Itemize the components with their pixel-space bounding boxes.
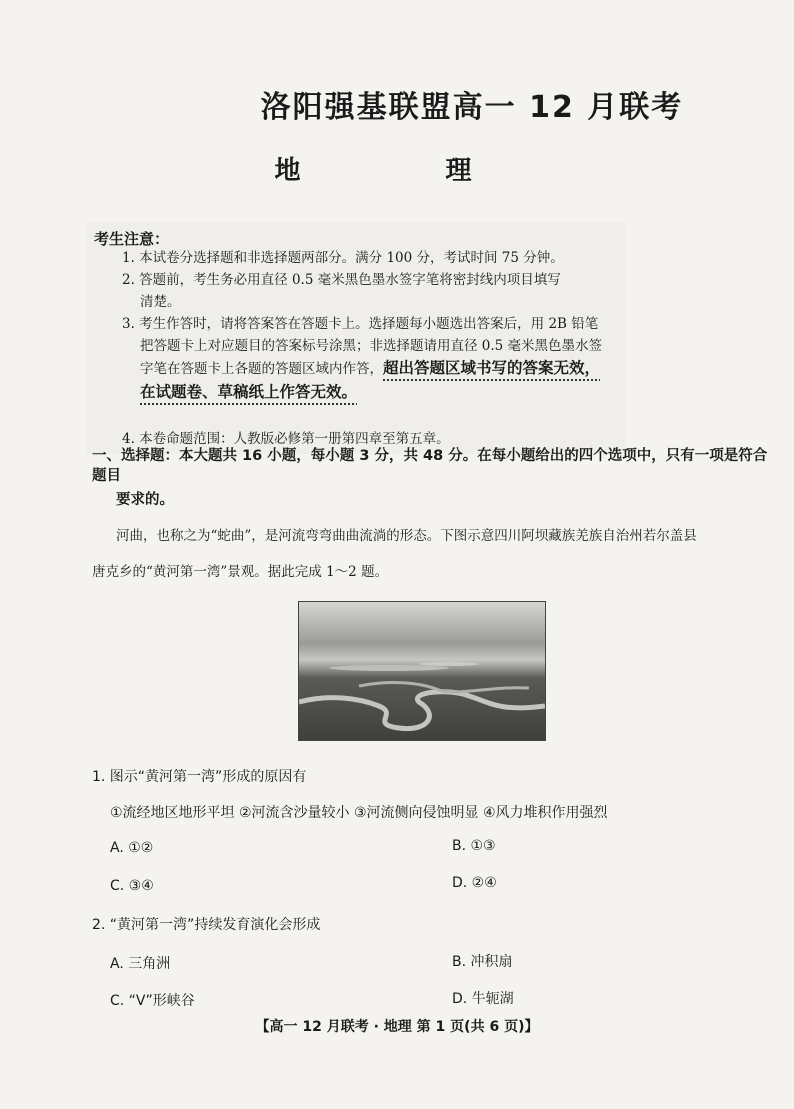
notice-item-3-cont3 (140, 381, 357, 404)
question-1-option-a[interactable]: A. ①② (110, 840, 154, 856)
notice-item-2: 2. 答题前，考生务必用直径 0.5 毫米黑色墨水签字笔将密封线内项目填写 (122, 272, 561, 288)
question-1-option-b[interactable]: B. ①③ (452, 838, 496, 854)
subject-title: 地 理 (274, 156, 520, 186)
notice-item-3-cont1: 把答题卡上对应题目的答案标号涂黑；非选择题请用直径 0.5 毫米黑色墨水签 (140, 338, 603, 354)
question-2-option-b[interactable]: B. 冲积扇 (452, 954, 513, 970)
exam-title: 洛阳强基联盟高一 12 月联考 (260, 90, 684, 125)
page-footer: 【高一 12 月联考 · 地理 第 1 页(共 6 页)】 (255, 1019, 539, 1035)
section-heading-cont: 要求的。 (116, 492, 174, 508)
notice-item-3-text: 字笔在答题卡上各题的答题区域内作答， (140, 361, 383, 377)
section-heading: 一、选择题：本大题共 16 小题，每小题 3 分，共 48 分。在每小题给出的四个选项中，只有一项是符合题目 (92, 448, 768, 484)
notice-heading: 考生注意： (94, 230, 170, 248)
intro-text-2: 唐克乡的“黄河第一湾”景观。据此完成 1～2 题。 (92, 564, 389, 580)
notice-emphasis-1: 超出答题区域书写的答案无效， (383, 359, 601, 377)
question-2-option-d[interactable]: D. 牛轭湖 (452, 991, 514, 1007)
question-1-option-c[interactable]: C. ③④ (110, 878, 154, 894)
river-landscape-image (299, 602, 545, 740)
notice-item-3-cont2 (140, 357, 600, 380)
intro-text-1: 河曲，也称之为“蛇曲”，是河流弯弯曲曲流淌的形态。下图示意四川阿坝藏族羌族自治州若尔盖县 (116, 528, 697, 544)
notice-item-3: 3. 考生作答时，请将答案答在答题卡上。选择题每小题选出答案后，用 2B 铅笔 (122, 316, 599, 332)
question-2-stem: 2. “黄河第一湾”持续发育演化会形成 (92, 917, 321, 933)
yellow-river-bend-photo (298, 601, 546, 741)
notice-emphasis-2: 在试题卷、草稿纸上作答无效。 (140, 383, 358, 401)
notice-item-2-cont: 清楚。 (140, 294, 181, 310)
question-2-option-a[interactable]: A. 三角洲 (110, 956, 171, 972)
notice-item-4: 4. 本卷命题范围：人教版必修第一册第四章至第五章。 (122, 431, 450, 447)
notice-item-1: 1. 本试卷分选择题和非选择题两部分。满分 100 分，考试时间 75 分钟。 (122, 250, 564, 266)
question-1-option-d[interactable]: D. ②④ (452, 875, 497, 891)
question-1-statements: ①流经地区地形平坦 ②河流含沙量较小 ③河流侧向侵蚀明显 ④风力堆积作用强烈 (110, 805, 608, 821)
question-1-stem: 1. 图示“黄河第一湾”形成的原因有 (92, 769, 307, 785)
question-2-option-c[interactable]: C. “V”形峡谷 (110, 993, 195, 1009)
